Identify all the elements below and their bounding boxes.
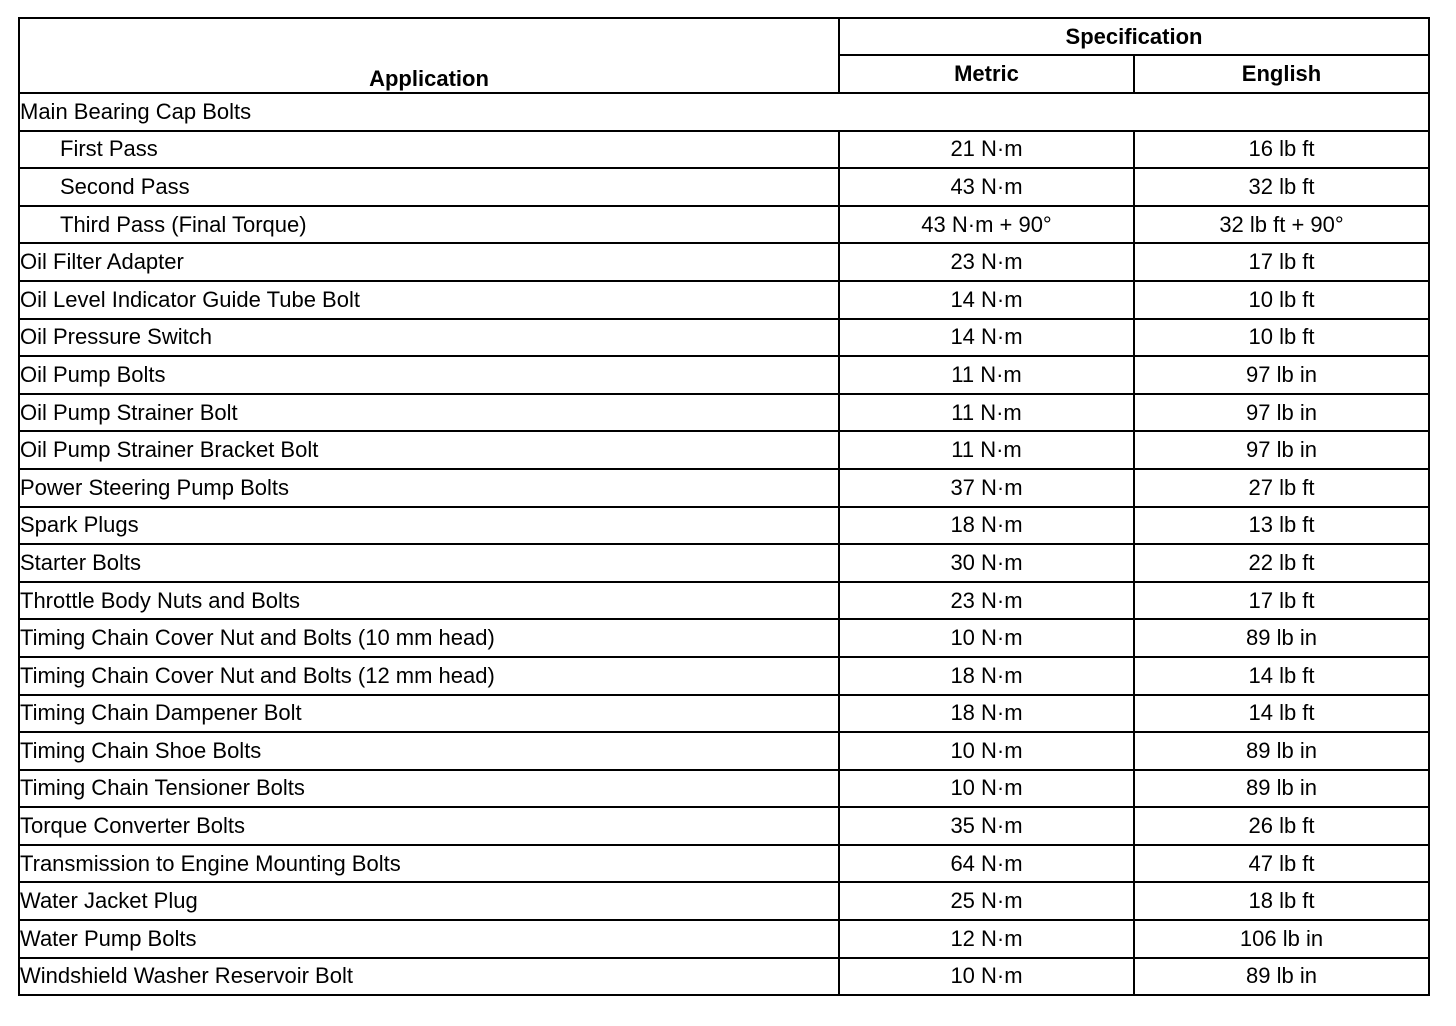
- english-header: English: [1134, 55, 1429, 93]
- english-cell: 32 lb ft: [1134, 168, 1429, 206]
- table-row: [19, 619, 1429, 657]
- table-row: [19, 431, 1429, 469]
- english-cell: 18 lb ft: [1134, 882, 1429, 920]
- application-cell: Timing Chain Cover Nut and Bolts (10 mm head): [19, 619, 839, 657]
- english-cell: 17 lb ft: [1134, 243, 1429, 281]
- english-cell: 10 lb ft: [1134, 281, 1429, 319]
- table-row: [19, 243, 1429, 281]
- table-row: [19, 319, 1429, 357]
- metric-cell: 43 N·m + 90°: [839, 206, 1134, 244]
- application-cell: Torque Converter Bolts: [19, 807, 839, 845]
- metric-cell: 30 N·m: [839, 544, 1134, 582]
- metric-cell: 12 N·m: [839, 920, 1134, 958]
- metric-cell: 11 N·m: [839, 431, 1134, 469]
- metric-cell: 21 N·m: [839, 131, 1134, 169]
- table-row: [19, 695, 1429, 733]
- english-cell: 89 lb in: [1134, 770, 1429, 808]
- application-cell: Oil Pressure Switch: [19, 319, 839, 357]
- table-row: [19, 732, 1429, 770]
- application-header: Application: [19, 18, 839, 93]
- table-row: [19, 807, 1429, 845]
- table-row: [19, 920, 1429, 958]
- application-cell: Power Steering Pump Bolts: [19, 469, 839, 507]
- group-label: Main Bearing Cap Bolts: [19, 93, 1429, 131]
- application-cell: First Pass: [19, 131, 839, 169]
- application-cell: Oil Pump Strainer Bolt: [19, 394, 839, 432]
- application-cell: Oil Filter Adapter: [19, 243, 839, 281]
- metric-cell: 11 N·m: [839, 356, 1134, 394]
- english-cell: 26 lb ft: [1134, 807, 1429, 845]
- metric-cell: 18 N·m: [839, 657, 1134, 695]
- specification-header: Specification: [839, 18, 1429, 55]
- application-cell: Transmission to Engine Mounting Bolts: [19, 845, 839, 883]
- sub-table-row: [19, 131, 1429, 169]
- application-cell: Timing Chain Dampener Bolt: [19, 695, 839, 733]
- application-cell: Timing Chain Shoe Bolts: [19, 732, 839, 770]
- metric-cell: 35 N·m: [839, 807, 1134, 845]
- header-row-top: [19, 18, 1429, 55]
- table-row: [19, 544, 1429, 582]
- english-cell: 47 lb ft: [1134, 845, 1429, 883]
- table-row: [19, 958, 1429, 996]
- metric-cell: 14 N·m: [839, 319, 1134, 357]
- sub-table-row: [19, 206, 1429, 244]
- table-row: [19, 882, 1429, 920]
- metric-cell: 10 N·m: [839, 619, 1134, 657]
- english-cell: 17 lb ft: [1134, 582, 1429, 620]
- english-cell: 10 lb ft: [1134, 319, 1429, 357]
- english-cell: 14 lb ft: [1134, 695, 1429, 733]
- metric-cell: 43 N·m: [839, 168, 1134, 206]
- application-cell: Timing Chain Cover Nut and Bolts (12 mm head): [19, 657, 839, 695]
- english-cell: 89 lb in: [1134, 958, 1429, 996]
- table-row: [19, 281, 1429, 319]
- english-cell: 97 lb in: [1134, 394, 1429, 432]
- application-cell: Throttle Body Nuts and Bolts: [19, 582, 839, 620]
- english-cell: 32 lb ft + 90°: [1134, 206, 1429, 244]
- english-cell: 106 lb in: [1134, 920, 1429, 958]
- table-row: [19, 469, 1429, 507]
- application-cell: Third Pass (Final Torque): [19, 206, 839, 244]
- english-cell: 97 lb in: [1134, 356, 1429, 394]
- metric-cell: 10 N·m: [839, 770, 1134, 808]
- table-row: [19, 582, 1429, 620]
- metric-cell: 64 N·m: [839, 845, 1134, 883]
- english-cell: 14 lb ft: [1134, 657, 1429, 695]
- english-cell: 27 lb ft: [1134, 469, 1429, 507]
- metric-cell: 18 N·m: [839, 695, 1134, 733]
- application-cell: Starter Bolts: [19, 544, 839, 582]
- application-cell: Spark Plugs: [19, 507, 839, 545]
- metric-cell: 10 N·m: [839, 958, 1134, 996]
- table-row: [19, 356, 1429, 394]
- table-row: [19, 845, 1429, 883]
- metric-cell: 18 N·m: [839, 507, 1134, 545]
- english-cell: 13 lb ft: [1134, 507, 1429, 545]
- table-row: [19, 657, 1429, 695]
- table-row: [19, 394, 1429, 432]
- application-cell: Oil Pump Bolts: [19, 356, 839, 394]
- metric-cell: 23 N·m: [839, 243, 1134, 281]
- application-cell: Water Pump Bolts: [19, 920, 839, 958]
- application-cell: Water Jacket Plug: [19, 882, 839, 920]
- application-cell: Timing Chain Tensioner Bolts: [19, 770, 839, 808]
- table-row: [19, 507, 1429, 545]
- metric-cell: 37 N·m: [839, 469, 1134, 507]
- english-cell: 22 lb ft: [1134, 544, 1429, 582]
- application-cell: Oil Level Indicator Guide Tube Bolt: [19, 281, 839, 319]
- english-cell: 97 lb in: [1134, 431, 1429, 469]
- metric-cell: 10 N·m: [839, 732, 1134, 770]
- english-cell: 89 lb in: [1134, 732, 1429, 770]
- metric-header: Metric: [839, 55, 1134, 93]
- application-cell: Second Pass: [19, 168, 839, 206]
- metric-cell: 14 N·m: [839, 281, 1134, 319]
- group-row: [19, 93, 1429, 131]
- table-row: [19, 770, 1429, 808]
- metric-cell: 11 N·m: [839, 394, 1134, 432]
- metric-cell: 23 N·m: [839, 582, 1134, 620]
- application-cell: Oil Pump Strainer Bracket Bolt: [19, 431, 839, 469]
- sub-table-row: [19, 168, 1429, 206]
- application-cell: Windshield Washer Reservoir Bolt: [19, 958, 839, 996]
- torque-spec-table: [18, 17, 1430, 996]
- metric-cell: 25 N·m: [839, 882, 1134, 920]
- english-cell: 89 lb in: [1134, 619, 1429, 657]
- english-cell: 16 lb ft: [1134, 131, 1429, 169]
